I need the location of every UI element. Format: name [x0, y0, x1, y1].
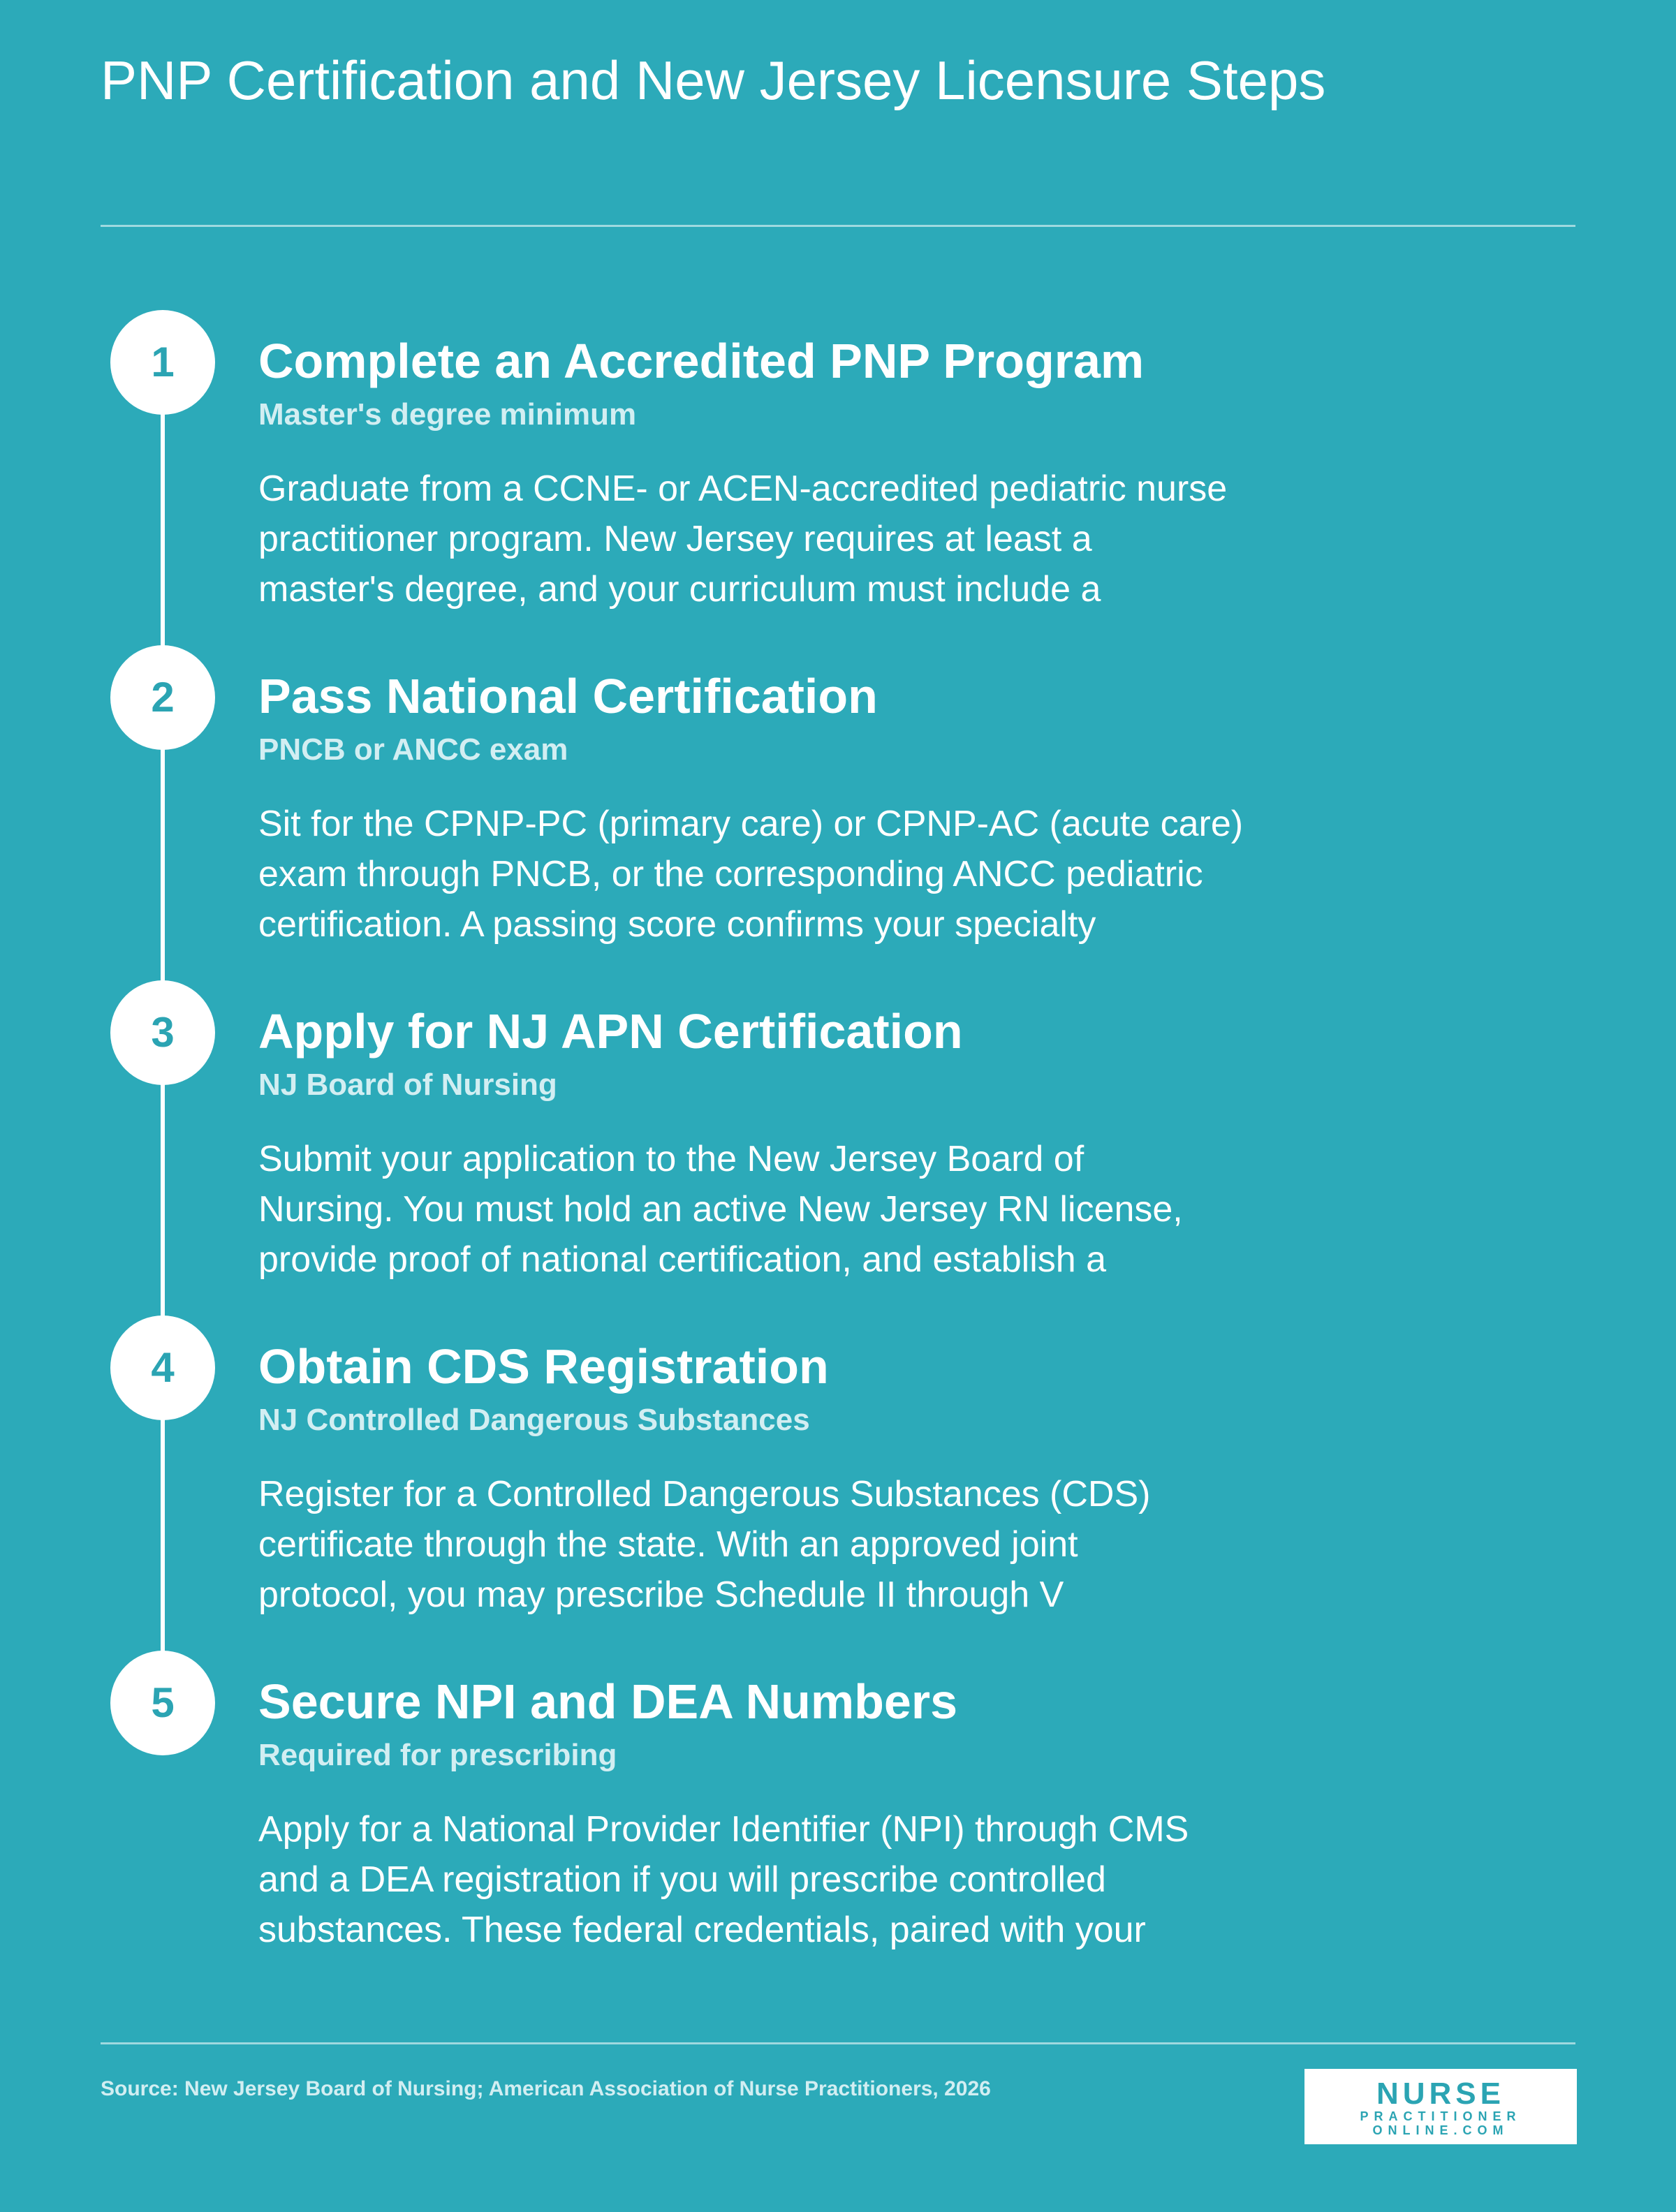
logo-wordmark: NURSE	[1376, 2077, 1506, 2111]
step-title: Obtain CDS Registration	[258, 1339, 829, 1394]
step-subtitle: NJ Board of Nursing	[258, 1068, 557, 1102]
step-title: Complete an Accredited PNP Program	[258, 334, 1145, 388]
step-subtitle: PNCB or ANCC exam	[258, 732, 568, 767]
step-description: Submit your application to the New Jersey Board of Nursing. You must hold an active New Jersey RN license, provide proof of national certification, and establish a	[258, 1139, 1183, 1280]
step-title: Pass National Certification	[258, 669, 878, 723]
step-description: Sit for the CPNP-PC (primary care) or CPNP-AC (acute care) exam through PNCB, or the corresponding ANCC pediatric certification. A passing score confirms your specialty	[258, 804, 1244, 945]
step-number-badge: 4	[110, 1315, 215, 1420]
step-description: Register for a Controlled Dangerous Substances (CDS) certificate through the state. With an approved joint protocol, you may prescribe Schedule II through V	[258, 1474, 1151, 1615]
step-number-badge: 3	[110, 980, 215, 1085]
logo-subline-1: PRACTITIONER	[1360, 2109, 1522, 2123]
page-title: PNP Certification and New Jersey Licensure Steps	[101, 50, 1326, 111]
step-subtitle: Required for prescribing	[258, 1738, 617, 1772]
nurse-practitioner-online-logo[interactable]	[1304, 2069, 1577, 2144]
step-number-badge: 1	[110, 310, 215, 415]
logo-subline-2: ONLINE.COM	[1372, 2123, 1509, 2137]
header-divider	[101, 225, 1575, 227]
step-description: Apply for a National Provider Identifier (NPI) through CMS and a DEA registration if you will prescribe controlled substances. These federal credentials, paired with your	[258, 1809, 1189, 1950]
step-number-badge: 5	[110, 1651, 215, 1755]
footer-divider	[101, 2042, 1575, 2044]
step-subtitle: Master's degree minimum	[258, 397, 637, 432]
step-description: Graduate from a CCNE- or ACEN-accredited pediatric nurse practitioner program. New Jersey requires at least a master's degree, and your curriculum must include a	[258, 469, 1228, 610]
step-subtitle: NJ Controlled Dangerous Substances	[258, 1403, 810, 1437]
source-note: Source: New Jersey Board of Nursing; American Association of Nurse Practitioners, 2026	[101, 2077, 991, 2100]
step-title: Apply for NJ APN Certification	[258, 1004, 963, 1059]
step-number-badge: 2	[110, 645, 215, 750]
step-title: Secure NPI and DEA Numbers	[258, 1674, 958, 1729]
